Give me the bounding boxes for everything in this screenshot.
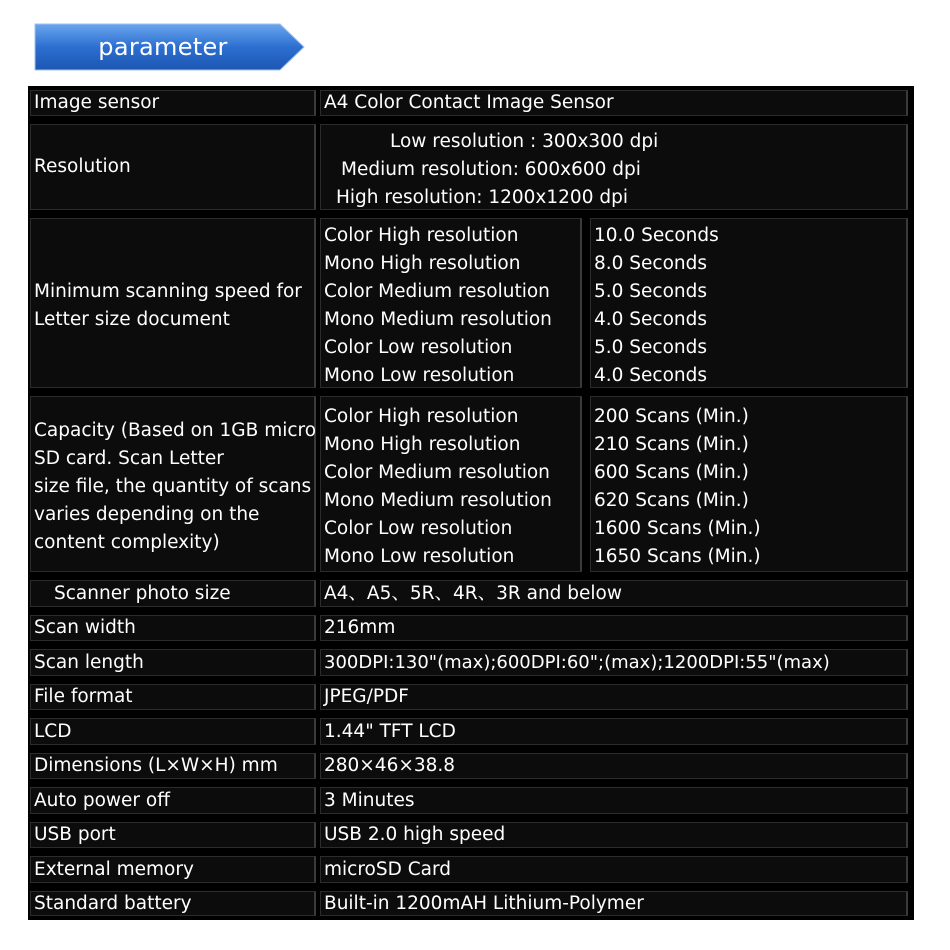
row-image-sensor [28,86,914,120]
spec-table [28,86,914,920]
mode-item: Mono High resolution [324,434,521,455]
row-auto-power-off [28,783,914,818]
time-cell [590,218,908,388]
label-cell [30,90,316,116]
row-usb-port [28,818,914,852]
value-cell [320,822,908,848]
mode-item: Mono Medium resolution [324,490,552,511]
scans-item: 1600 Scans (Min.) [594,518,761,539]
label-cell [30,218,316,388]
battery-label: Standard battery [34,892,192,914]
time-item: 4.0 Seconds [594,309,708,330]
value-cell [320,580,908,607]
row-lcd [28,714,914,749]
dimensions-label: Dimensions (L×W×H) mm [34,755,278,776]
file-format-value: JPEG/PDF [324,686,409,707]
row-dimensions [28,749,914,783]
label-cell [30,124,316,210]
value-cell [320,753,908,779]
time-item: 5.0 Seconds [594,337,708,358]
row-battery [28,887,914,920]
mode-cell [320,396,582,572]
resolution-low: Low resolution : 300x300 dpi [390,131,659,152]
mode-cell [320,218,582,388]
label-cell [30,753,316,779]
dimensions-value: 280×46×38.8 [324,755,456,776]
mode-item: Color Medium resolution [324,281,550,302]
scan-length-value: 300DPI:130"(max);600DPI:60";(max);1200DPI:55"(max) [324,651,830,673]
capacity-label [34,417,316,557]
label-cell [30,856,316,883]
battery-value: Built-in 1200mAH Lithium-Polymer [324,892,644,914]
photo-size-value: A4、A5、5R、4R、3R and below [324,582,623,604]
time-item: 4.0 Seconds [594,365,708,386]
scans-cell [590,396,908,572]
scan-width-label: Scan width [34,617,136,638]
value-cell [320,787,908,814]
mode-item: Color High resolution [324,225,519,246]
label-cell [30,580,316,607]
usb-port-label: USB port [34,824,116,845]
label-cell [30,718,316,745]
label-cell [30,649,316,676]
label-cell [30,891,316,916]
capacity-modes [324,403,552,571]
external-memory-value: microSD Card [324,858,451,880]
row-file-format [28,680,914,714]
row-capacity [28,392,914,576]
image-sensor-label: Image sensor [34,92,160,113]
capacity-scans [594,403,761,571]
resolution-high: High resolution: 1200x1200 dpi [336,187,628,208]
scan-speed-modes [324,222,552,390]
lcd-value: 1.44" TFT LCD [324,720,456,742]
label-cell [30,615,316,641]
file-format-label: File format [34,686,133,707]
value-cell [320,649,908,676]
usb-port-value: USB 2.0 high speed [324,824,506,845]
scans-item: 600 Scans (Min.) [594,462,749,483]
row-external-memory [28,852,914,887]
label-cell [30,822,316,848]
row-photo-size [28,576,914,611]
value-cell [320,718,908,745]
mode-item: Mono High resolution [324,253,521,274]
scan-length-label: Scan length [34,651,144,673]
value-cell [320,124,908,210]
mode-item: Color Low resolution [324,518,513,539]
value-cell [320,891,908,916]
capacity-label-line: varies depending on the [34,504,260,525]
photo-size-label: Scanner photo size [54,582,231,604]
value-cell [320,684,908,710]
banner-title: parameter [98,33,228,61]
lcd-label: LCD [34,720,72,742]
mode-item: Mono Low resolution [324,546,515,567]
label-cell [30,396,316,572]
scan-speed-times [594,222,719,390]
capacity-label-line: size file, the quantity of scans [34,476,312,497]
time-item: 10.0 Seconds [594,225,719,246]
value-cell [320,90,908,116]
scans-item: 200 Scans (Min.) [594,406,749,427]
capacity-label-line: SD card. Scan Letter [34,448,224,469]
value-cell [320,615,908,641]
row-resolution [28,120,914,214]
value-cell [320,856,908,883]
capacity-label-line: Capacity (Based on 1GB micro [34,420,317,441]
scan-speed-label [34,278,302,334]
image-sensor-value: A4 Color Contact Image Sensor [324,92,614,113]
mode-item: Mono Medium resolution [324,309,552,330]
time-item: 5.0 Seconds [594,281,708,302]
mode-item: Color Medium resolution [324,462,550,483]
auto-power-off-label: Auto power off [34,789,170,811]
scans-item: 210 Scans (Min.) [594,434,749,455]
resolution-label: Resolution [34,156,131,177]
resolution-medium: Medium resolution: 600x600 dpi [341,159,641,180]
mode-item: Mono Low resolution [324,365,515,386]
external-memory-label: External memory [34,858,194,880]
capacity-label-line: content complexity) [34,532,220,553]
scan-width-value: 216mm [324,617,396,638]
label-cell [30,787,316,814]
mode-item: Color Low resolution [324,337,513,358]
scan-speed-label-line: Letter size document [34,309,230,330]
row-scan-speed [28,214,914,392]
auto-power-off-value: 3 Minutes [324,789,415,811]
parameter-banner [34,23,306,71]
row-scan-width [28,611,914,645]
mode-item: Color High resolution [324,406,519,427]
row-scan-length [28,645,914,680]
scan-speed-label-line: Minimum scanning speed for [34,281,302,302]
scans-item: 1650 Scans (Min.) [594,546,761,567]
scans-item: 620 Scans (Min.) [594,490,749,511]
time-item: 8.0 Seconds [594,253,708,274]
label-cell [30,684,316,710]
